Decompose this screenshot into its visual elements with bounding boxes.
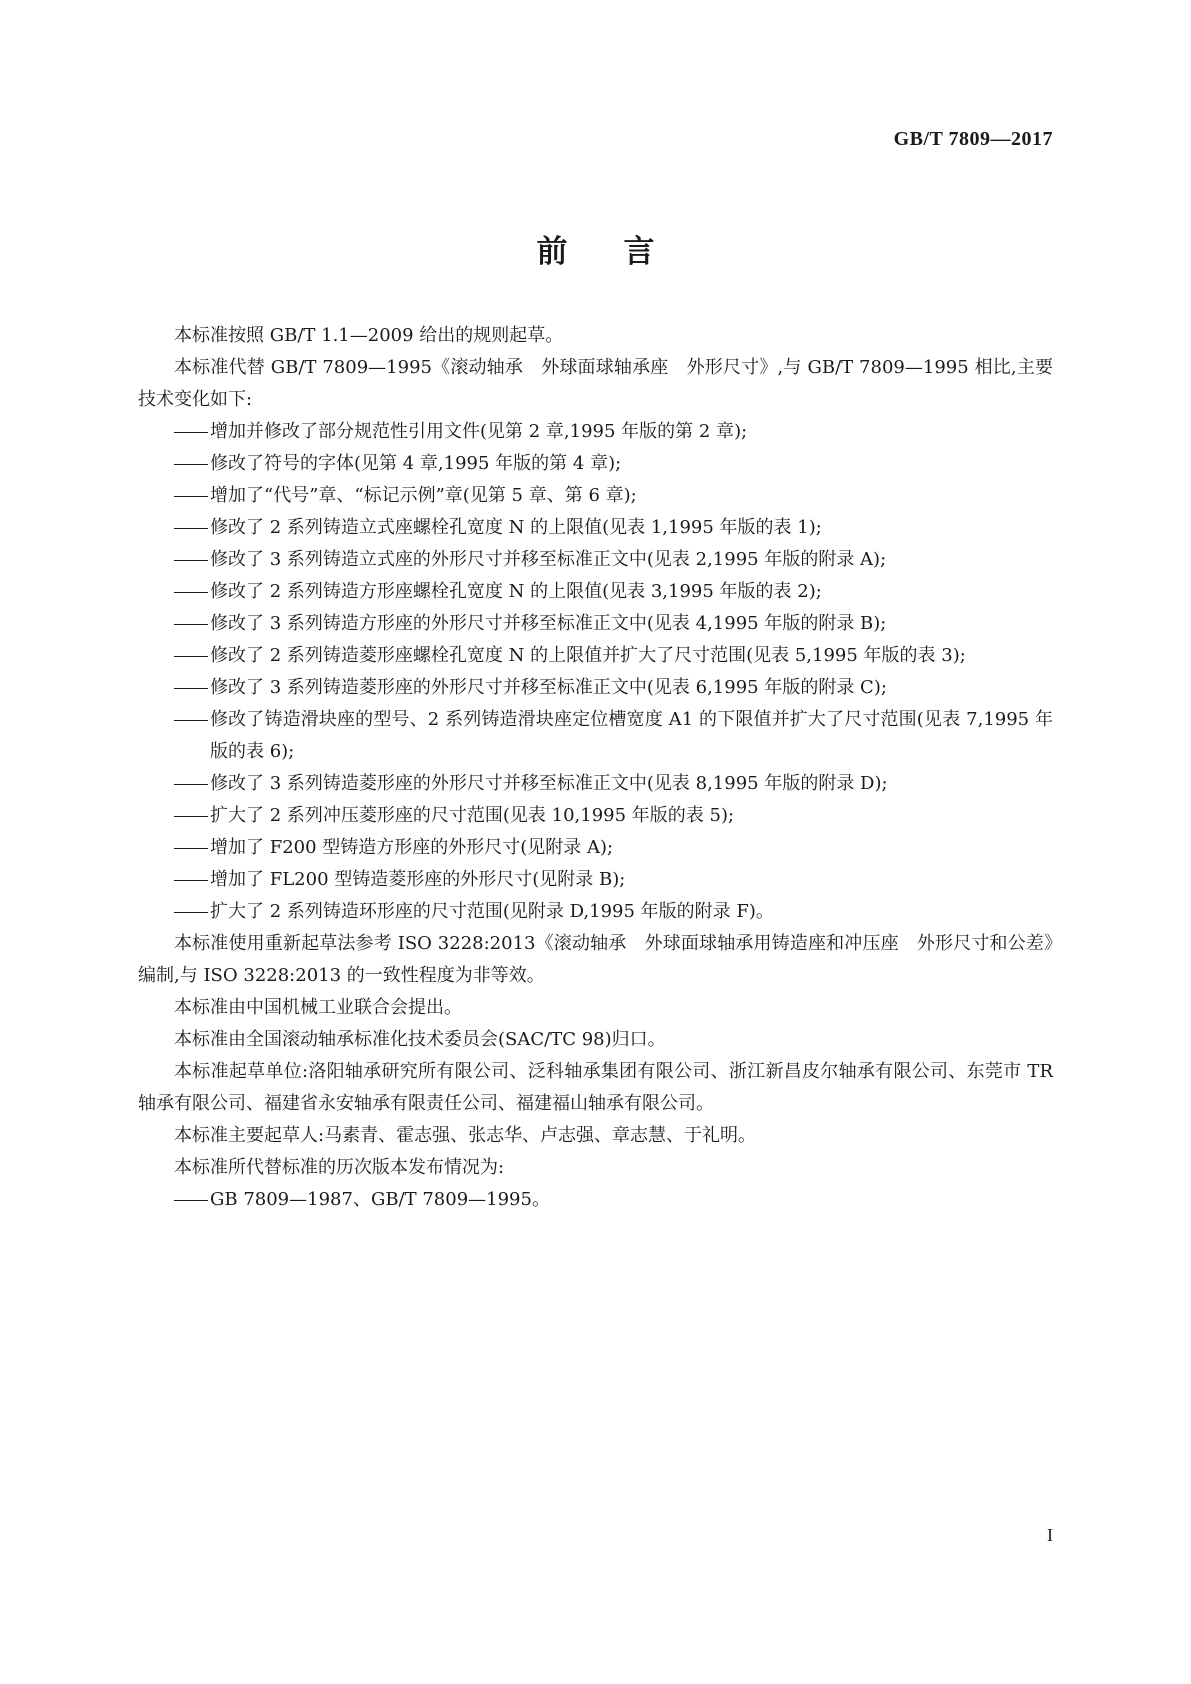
list-item: 修改了符号的字体(见第 4 章,1995 年版的第 4 章); — [210, 453, 622, 474]
paragraph-iso-reference: 本标准使用重新起草法参考 ISO 3228:2013《滚动轴承 外球面球轴承用铸造座和冲压座 外形尺寸和公差》编制,与 ISO 3228:2013 的一致性程度为非等效。 — [138, 933, 1053, 986]
paragraph-replacement: 本标准代替 GB/T 7809—1995《滚动轴承 外球面球轴承座 外形尺寸》,与 GB/T 7809—1995 相比,主要技术变化如下: — [138, 357, 1053, 410]
list-item: 修改了 3 系列铸造方形座的外形尺寸并移至标准正文中(见表 4,1995 年版的附录 B); — [210, 613, 887, 634]
standard-number: GB/T 7809—2017 — [893, 128, 1053, 150]
list-item: 增加了“代号”章、“标记示例”章(见第 5 章、第 6 章); — [210, 485, 637, 506]
list-item: 修改了 3 系列铸造菱形座的外形尺寸并移至标准正文中(见表 8,1995 年版的附录 D); — [210, 773, 888, 794]
paragraph-history-intro: 本标准所代替标准的历次版本发布情况为: — [174, 1157, 505, 1178]
list-item: 增加并修改了部分规范性引用文件(见第 2 章,1995 年版的第 2 章); — [210, 421, 748, 442]
paragraph-drafting-rules: 本标准按照 GB/T 1.1—2009 给出的规则起草。 — [174, 325, 564, 346]
page-number: I — [1047, 1525, 1053, 1545]
list-item: 扩大了 2 系列冲压菱形座的尺寸范围(见表 10,1995 年版的表 5); — [210, 805, 735, 826]
list-item: 修改了 3 系列铸造立式座的外形尺寸并移至标准正文中(见表 2,1995 年版的附录 A); — [210, 549, 887, 570]
list-item: 修改了 3 系列铸造菱形座的外形尺寸并移至标准正文中(见表 6,1995 年版的附录 C); — [210, 677, 887, 698]
paragraph-drafters: 本标准主要起草人:马素青、霍志强、张志华、卢志强、章志慧、于礼明。 — [174, 1125, 757, 1146]
paragraph-drafting-units: 本标准起草单位:洛阳轴承研究所有限公司、泛科轴承集团有限公司、浙江新昌皮尔轴承有限公司、东莞市 TR 轴承有限公司、福建省永安轴承有限责任公司、福建福山轴承有限公司。 — [138, 1061, 1053, 1114]
list-item: 扩大了 2 系列铸造环形座的尺寸范围(见附录 D,1995 年版的附录 F)。 — [210, 901, 774, 922]
list-item: 修改了 2 系列铸造方形座螺栓孔宽度 N 的上限值(见表 3,1995 年版的表 2); — [210, 581, 822, 602]
list-item: 增加了 FL200 型铸造菱形座的外形尺寸(见附录 B); — [210, 869, 626, 890]
list-item: 修改了 2 系列铸造立式座螺栓孔宽度 N 的上限值(见表 1,1995 年版的表 1); — [210, 517, 822, 538]
paragraph-jurisdiction: 本标准由全国滚动轴承标准化技术委员会(SAC/TC 98)归口。 — [174, 1029, 666, 1050]
changes-list — [138, 416, 1053, 928]
document-body — [138, 320, 1053, 1216]
list-item: 修改了铸造滑块座的型号、2 系列铸造滑块座定位槽宽度 A1 的下限值并扩大了尺寸范围(见表 7,1995 年版的表 6); — [210, 709, 1053, 762]
history-item: GB 7809—1987、GB/T 7809—1995。 — [210, 1189, 550, 1210]
list-item: 增加了 F200 型铸造方形座的外形尺寸(见附录 A); — [210, 837, 614, 858]
paragraph-proposer: 本标准由中国机械工业联合会提出。 — [174, 997, 462, 1018]
page-title: 前言 — [536, 234, 711, 270]
list-item: 修改了 2 系列铸造菱形座螺栓孔宽度 N 的上限值并扩大了尺寸范围(见表 5,1995 年版的表 3); — [210, 645, 966, 666]
